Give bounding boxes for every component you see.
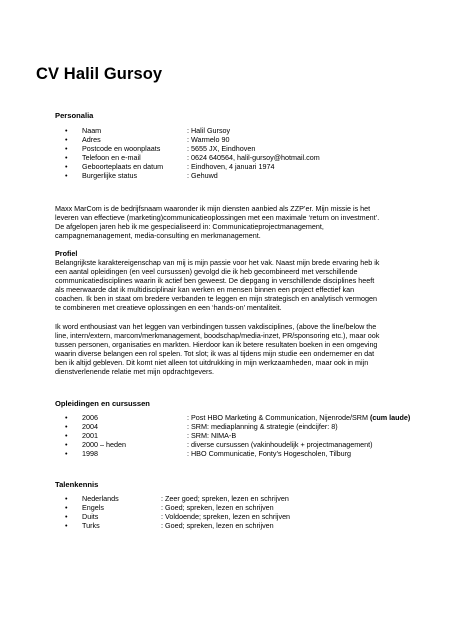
opleiding-value: : SRM: mediaplanning & strategie (eindcijfer: 8) — [187, 422, 338, 432]
intro-line: Maxx MarCom is de bedrijfsnaam waaronder ik mijn diensten aanbied als ZZP’er. Mijn missie is het — [55, 204, 371, 213]
profiel-line: dienstverlenende relatie met mijn opdrachtgevers. — [55, 367, 215, 377]
intro-paragraph — [55, 204, 407, 240]
personalia-key: Burgerlijke status — [82, 171, 138, 181]
profiel-line: als meerwaarde dat ik multidisciplinair kan werken en mensen binnen een project effectief kan — [55, 285, 355, 295]
page-title: CV Halil Gursoy — [36, 65, 163, 83]
bullet-icon: • — [65, 521, 68, 531]
personalia-key: Adres — [82, 135, 101, 145]
taal-name: Engels — [82, 503, 104, 513]
taal-level: : Voldoende; spreken, lezen en schrijven — [161, 512, 291, 522]
profiel-line: te combineren met creatieve oplossingen en een ‘hands-on’ mentaliteit. — [55, 303, 282, 313]
bullet-icon: • — [65, 512, 68, 522]
bullet-icon: • — [65, 422, 68, 432]
personalia-value: : Eindhoven, 4 januari 1974 — [187, 162, 275, 172]
bullet-icon: • — [65, 126, 68, 135]
bullet-icon: • — [65, 413, 68, 422]
opleiding-value: : SRM: NIMA-B — [187, 431, 237, 441]
opleidingen-heading: Opleidingen en cursussen — [55, 399, 150, 408]
profiel-line: coachen. Ik ben in staat om bredere verbanden te leggen en mijn strategisch en analytisch vermogen — [55, 294, 378, 304]
personalia-value: : Warmelo 90 — [187, 135, 230, 145]
profiel-line: communicatiedisciplines waarin ik actief ben geweest. De diepgang in verschillende disciplines heeft — [55, 276, 375, 286]
personalia-value: : Gehuwd — [187, 171, 218, 181]
taal-level: : Goed; spreken, lezen en schrijven — [161, 521, 274, 531]
bullet-icon: • — [65, 135, 68, 145]
profiel-paragraph-1 — [55, 258, 407, 313]
intro-line: De afgelopen jaren heb ik me gespecialiseerd in: Communicatieprojectmanagement, — [55, 222, 324, 232]
opleiding-value: : diverse cursussen (vakinhoudelijk + projectmanagement) — [187, 440, 373, 450]
profiel-line: tussen personen, organisaties en markten. Hierdoor kan ik betere resultaten boeken in een omgeving — [55, 340, 378, 350]
personalia-key: Telefoon en e-mail — [82, 153, 141, 163]
personalia-value: : 0624 640564, halil-gursoy@hotmail.com — [187, 153, 320, 163]
personalia-key: Postcode en woonplaats — [82, 144, 161, 154]
personalia-key: Naam — [82, 126, 102, 135]
opleiding-honours: (cum laude) — [369, 413, 411, 422]
profiel-line: waarin diverse belangen een rol spelen. Tot slot; ik was al tijdens mijn studie een ondernemer en dat — [55, 349, 375, 359]
bullet-icon: • — [65, 431, 68, 441]
profiel-line: Belangrijkste karaktereigenschap van mij is mijn passie voor het vak. Naast mijn brede ervaring heb ik — [55, 258, 380, 267]
personalia-value: : Halil Gursoy — [187, 126, 231, 135]
personalia-value: : 5655 JX, Eindhoven — [187, 144, 256, 154]
opleiding-value: : HBO Communicatie, Fonty’s Hogescholen, Tilburg — [187, 449, 352, 459]
profiel-line: ben ik altijd gebleven. Dit komt niet alleen tot uitdrukking in mijn werkzaamheden, maar ook in mijn — [55, 358, 369, 368]
opleiding-text: : Post HBO Marketing & Communication, Nijenrode/SRM — [187, 413, 370, 422]
taal-name: Duits — [82, 512, 99, 522]
intro-line: leveren van effectieve (marketing)communicatieoplossingen met een maximale ‘return on investment’. — [55, 213, 380, 223]
opleiding-year: 2004 — [82, 422, 98, 432]
taal-name: Nederlands — [82, 494, 119, 503]
profiel-line: een aantal opleidingen (en veel cursussen) gevolgd die ik heb gecombineerd met verschillende — [55, 267, 358, 277]
profiel-heading: Profiel — [55, 249, 78, 258]
talenkennis-heading: Talenkennis — [55, 480, 99, 489]
opleiding-value — [187, 413, 410, 422]
bullet-icon: • — [65, 144, 68, 154]
opleiding-year: 2006 — [82, 413, 98, 422]
profiel-line: Ik word enthousiast van het leggen van verbindingen tussen vakdisciplines, (above the line/below the — [55, 322, 377, 331]
profiel-line: line, intern/extern, marcom/merkmanagement, boodschap/media-inzet, PR/sponsoring etc.), maar ook — [55, 331, 380, 341]
taal-name: Turks — [82, 521, 100, 531]
opleiding-year: 1998 — [82, 449, 98, 459]
bullet-icon: • — [65, 162, 68, 172]
intro-line: campagnemanagement, media-consulting en merkmanagement. — [55, 231, 261, 241]
profiel-paragraph-2 — [55, 322, 407, 377]
bullet-icon: • — [65, 503, 68, 513]
opleiding-year: 2000 – heden — [82, 440, 126, 450]
bullet-icon: • — [65, 171, 68, 181]
opleiding-year: 2001 — [82, 431, 98, 441]
taal-level: : Goed; spreken, lezen en schrijven — [161, 503, 274, 513]
bullet-icon: • — [65, 449, 68, 459]
personalia-heading: Personalia — [55, 111, 94, 120]
bullet-icon: • — [65, 494, 68, 503]
bullet-icon: • — [65, 153, 68, 163]
taal-level: : Zeer goed; spreken, lezen en schrijven — [161, 494, 289, 503]
personalia-key: Geboorteplaats en datum — [82, 162, 164, 172]
bullet-icon: • — [65, 440, 68, 450]
